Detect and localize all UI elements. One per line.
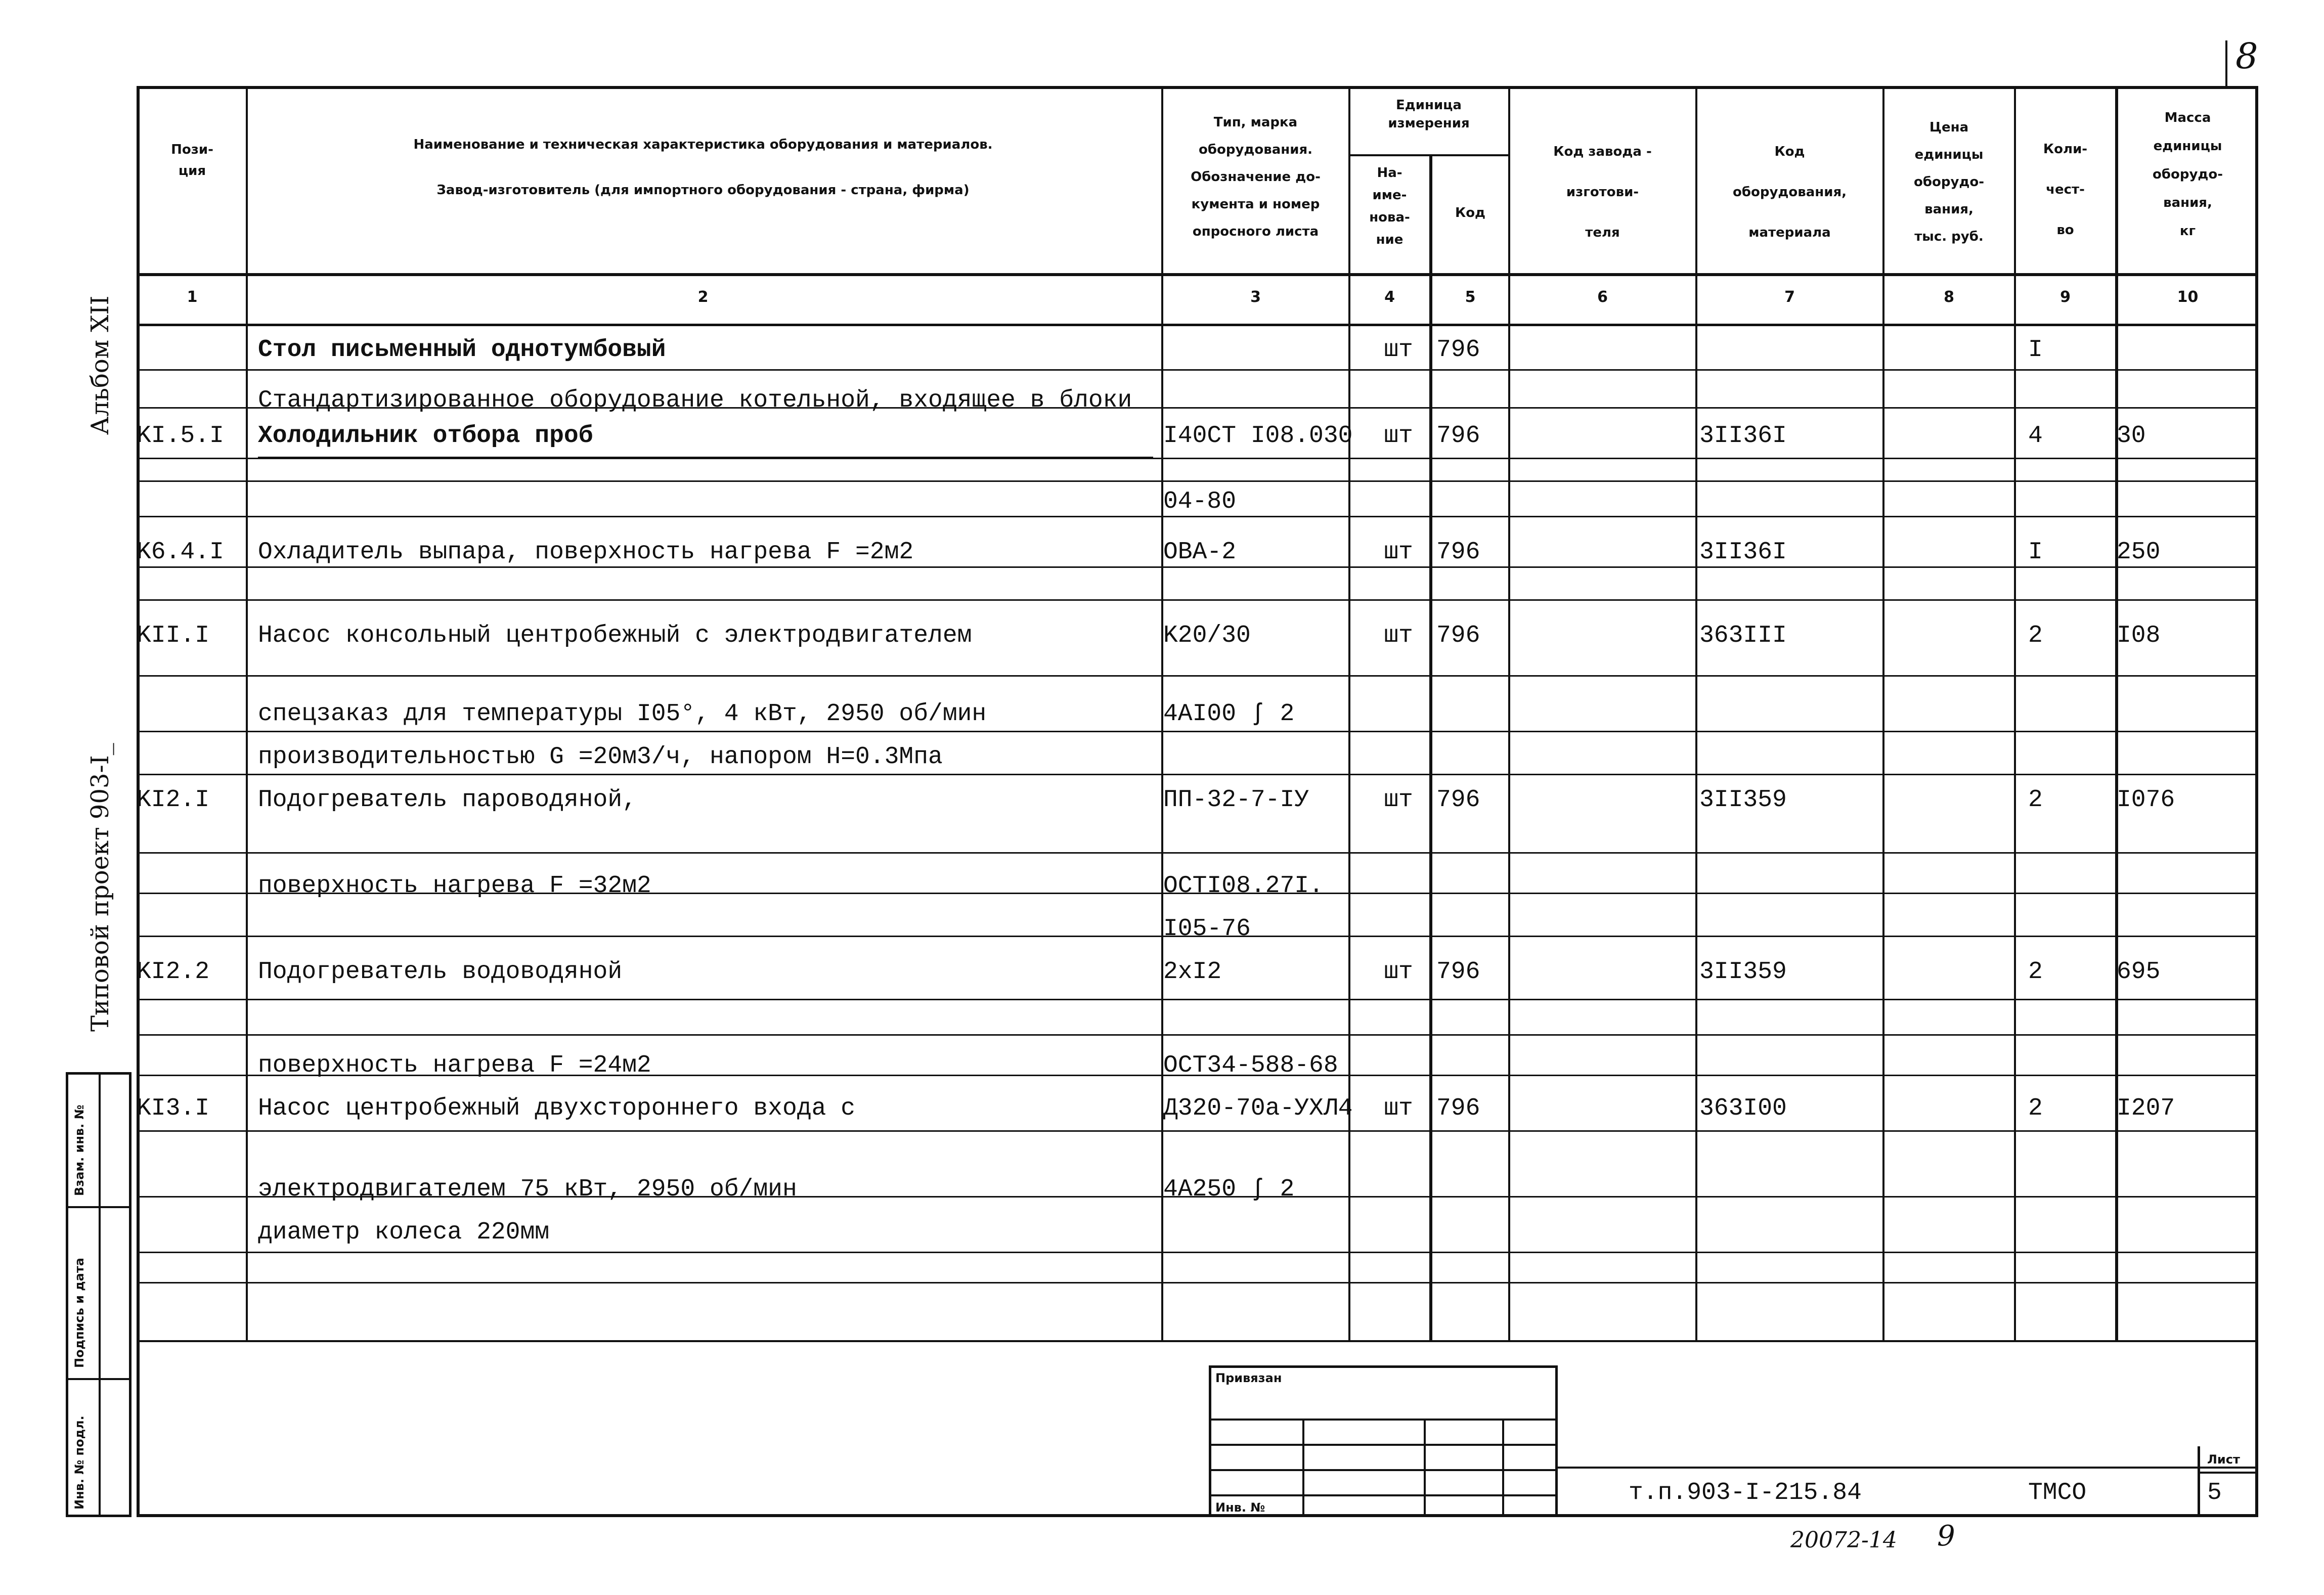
cell-qty: 2 <box>2028 1095 2043 1122</box>
table-row <box>137 1095 2258 1130</box>
table-row <box>137 786 2258 822</box>
cell-code: 796 <box>1436 622 1480 649</box>
list-box <box>2198 1446 2258 1517</box>
archive-number: 20072-14 <box>1790 1527 1897 1553</box>
cell-qty: 2 <box>2028 786 2043 814</box>
hdr-equip-code: Код оборудования, материала <box>1732 144 1847 240</box>
hdr-position: Пози- ция <box>171 142 213 179</box>
stamp-vline-3 <box>1502 1419 1504 1517</box>
hdr-name-line2: Завод-изготовитель (для импортного оборудования - страна, фирма) <box>436 183 970 198</box>
stamp-vline-2 <box>1424 1419 1426 1517</box>
cell-name: Насос центробежный двухстороннего входа с <box>258 1095 855 1122</box>
corner-divider <box>2225 40 2227 86</box>
row-divider <box>137 852 2258 854</box>
cell-name: Насос консольный центробежный с электродвигателем <box>258 622 972 649</box>
cell-type: OBA-2 <box>1163 539 1237 566</box>
cell-equip: 3II36I <box>1699 422 1787 450</box>
cell-name: диаметр колеса 220мм <box>258 1219 550 1246</box>
title-block-top <box>1558 1467 2258 1469</box>
cell-code: 796 <box>1436 958 1480 986</box>
cell-equip: 3II359 <box>1699 786 1787 814</box>
cell-pos: K6.4.I <box>137 539 224 566</box>
table-row <box>137 743 2258 779</box>
cell-name: Подогреватель пароводяной, <box>258 786 637 814</box>
cell-unit: шт <box>1384 1095 1413 1122</box>
table-row <box>137 488 2258 523</box>
cell-pos: KII.I <box>137 622 210 649</box>
spec-table-body <box>137 326 2258 1340</box>
table-row <box>137 700 2258 736</box>
cell-qty: 2 <box>2028 622 2043 649</box>
stamp-vzam: Взам. инв. № <box>72 1104 86 1196</box>
hdr-mass: Масса единицы оборудо- вания, кг <box>2152 110 2223 239</box>
cell-equip: 363I00 <box>1699 1095 1787 1122</box>
col-number-8: 8 <box>1944 288 1954 306</box>
cell-code: 796 <box>1436 422 1480 450</box>
cell-name: Холодильник отбора проб <box>258 422 593 450</box>
row-divider <box>137 999 2258 1000</box>
header-bottom <box>137 273 2258 276</box>
col-number-3: 3 <box>1250 288 1261 306</box>
body-bottom <box>137 1340 2258 1342</box>
cell-equip: 3II359 <box>1699 958 1787 986</box>
cell-qty: 2 <box>2028 958 2043 986</box>
cell-name: Стол письменный однотумбовый <box>258 336 666 364</box>
stamp-podpis: Подпись и дата <box>72 1258 86 1368</box>
cell-name: поверхность нагрева F =24м2 <box>258 1052 651 1079</box>
cell-name: электродвигателем 75 кВт, 2950 об/мин <box>258 1176 797 1203</box>
table-row <box>137 958 2258 994</box>
cell-code: 796 <box>1436 786 1480 814</box>
cell-name: поверхность нагрева F =32м2 <box>258 872 651 900</box>
left-stamp-divider <box>99 1075 101 1515</box>
hdr-unit-name: На- име- нова- ние <box>1369 165 1410 247</box>
cell-qty: I <box>2028 539 2043 566</box>
cell-type: 2xI2 <box>1163 958 1222 986</box>
hdr-type: Тип, марка оборудования. Обозначение до- кумента и номер опросного листа <box>1191 115 1321 239</box>
doc-code: т.п.903-I-215.84 <box>1629 1479 1862 1507</box>
cell-pos: KI.5.I <box>137 422 224 450</box>
cell-mass: 250 <box>2117 539 2161 566</box>
row-divider <box>137 480 2258 482</box>
page-number: 9 <box>1937 1520 1955 1553</box>
cell-type: I05-76 <box>1163 915 1251 943</box>
list-label: Лист <box>2207 1452 2240 1467</box>
col-number-1: 1 <box>187 288 198 306</box>
hdr-unit: Единица измерения <box>1388 98 1470 131</box>
doc-type: ТМСО <box>2028 1479 2087 1507</box>
col-number-4: 4 <box>1384 288 1395 306</box>
col-number-2: 2 <box>697 288 709 306</box>
cell-unit: шт <box>1384 336 1413 364</box>
table-row <box>137 422 2258 458</box>
cell-name: Стандартизированное оборудование котельной, входящее в блоки <box>258 387 1132 414</box>
cell-type: I40CT I08.030 <box>1163 422 1353 450</box>
stamp-inv: Инв. № подл. <box>72 1415 86 1510</box>
cell-unit: шт <box>1384 958 1413 986</box>
cell-code: 796 <box>1436 1095 1480 1122</box>
hdr-price: Цена единицы оборудо- вания, тыс. руб. <box>1913 120 1985 244</box>
cell-type: 04-80 <box>1163 488 1237 515</box>
list-box-divider <box>2200 1472 2258 1474</box>
cell-name: Охладитель выпара, поверхность нагрева F =2м2 <box>258 539 914 566</box>
cell-type: 4A250 ʃ 2 <box>1163 1176 1295 1203</box>
left-stamp-block <box>66 1072 131 1517</box>
cell-mass: 30 <box>2117 422 2146 450</box>
project-label: Типовой проект 903-I_ <box>86 743 114 1032</box>
table-row <box>137 622 2258 657</box>
table-row <box>137 336 2258 372</box>
cell-type: K20/30 <box>1163 622 1251 649</box>
album-label: Альбом XII <box>86 295 114 435</box>
cell-unit: шт <box>1384 622 1413 649</box>
cell-equip: 3II36I <box>1699 539 1787 566</box>
table-row <box>137 387 2258 422</box>
col-number-5: 5 <box>1465 288 1476 306</box>
cell-unit: шт <box>1384 786 1413 814</box>
approval-stamp <box>1209 1365 1558 1517</box>
col-number-7: 7 <box>1784 288 1795 306</box>
col-number-9: 9 <box>2060 288 2071 306</box>
row-divider <box>137 1130 2258 1132</box>
hdr-name-line1: Наименование и техническая характеристика оборудования и материалов. <box>413 137 993 152</box>
row-divider <box>137 599 2258 601</box>
cell-code: 796 <box>1436 539 1480 566</box>
row-divider <box>137 675 2258 677</box>
cell-mass: I207 <box>2117 1095 2175 1122</box>
table-row <box>137 872 2258 908</box>
row-divider <box>137 1282 2258 1283</box>
table-row <box>137 1052 2258 1087</box>
table-row <box>137 915 2258 951</box>
cell-mass: 695 <box>2117 958 2161 986</box>
cell-name: спецзаказ для температуры I05°, 4 кВт, 2950 об/мин <box>258 700 987 728</box>
hdr-plant-code: Код завода - изготови- теля <box>1553 144 1652 240</box>
cell-pos: KI3.I <box>137 1095 210 1122</box>
cell-pos: KI2.I <box>137 786 210 814</box>
col-number-10: 10 <box>2177 288 2199 306</box>
sheet-corner-number: 8 <box>2235 35 2258 77</box>
cell-type: OCTI08.27I. <box>1163 872 1324 900</box>
unit-split <box>1348 154 1508 156</box>
cell-type: 4AI00 ʃ 2 <box>1163 700 1295 728</box>
cell-unit: шт <box>1384 422 1413 450</box>
cell-name: производительностью G =20м3/ч, напором Н=0.3Мпа <box>258 743 943 771</box>
cell-mass: I076 <box>2117 786 2175 814</box>
left-stamp-row-1 <box>68 1206 129 1208</box>
cell-unit: шт <box>1384 539 1413 566</box>
left-stamp-row-2 <box>68 1378 129 1380</box>
inv-no-label: Инв. № <box>1215 1500 1265 1515</box>
cell-equip: 363III <box>1699 622 1787 649</box>
privyazan-label: Привязан <box>1215 1371 1282 1385</box>
table-row <box>137 1219 2258 1254</box>
section-heading-underline <box>258 457 1153 459</box>
hdr-qty: Коли- чест- во <box>2043 142 2088 238</box>
cell-type: ОСТ34-588-68 <box>1163 1052 1338 1079</box>
table-row <box>137 1176 2258 1211</box>
cell-code: 796 <box>1436 336 1480 364</box>
row-divider <box>137 1034 2258 1036</box>
cell-name: Подогреватель водоводяной <box>258 958 623 986</box>
col-number-6: 6 <box>1597 288 1608 306</box>
cell-pos: KI2.2 <box>137 958 210 986</box>
cell-qty: I <box>2028 336 2043 364</box>
cell-type: Д320-70а-УХЛ4 <box>1163 1095 1353 1122</box>
cell-type: ПП-32-7-IУ <box>1163 786 1309 814</box>
stamp-vline-1 <box>1302 1419 1304 1517</box>
hdr-unit-code: Код <box>1455 205 1486 220</box>
table-row <box>137 539 2258 574</box>
cell-mass: I08 <box>2117 622 2161 649</box>
list-number: 5 <box>2207 1479 2222 1507</box>
cell-qty: 4 <box>2028 422 2043 450</box>
